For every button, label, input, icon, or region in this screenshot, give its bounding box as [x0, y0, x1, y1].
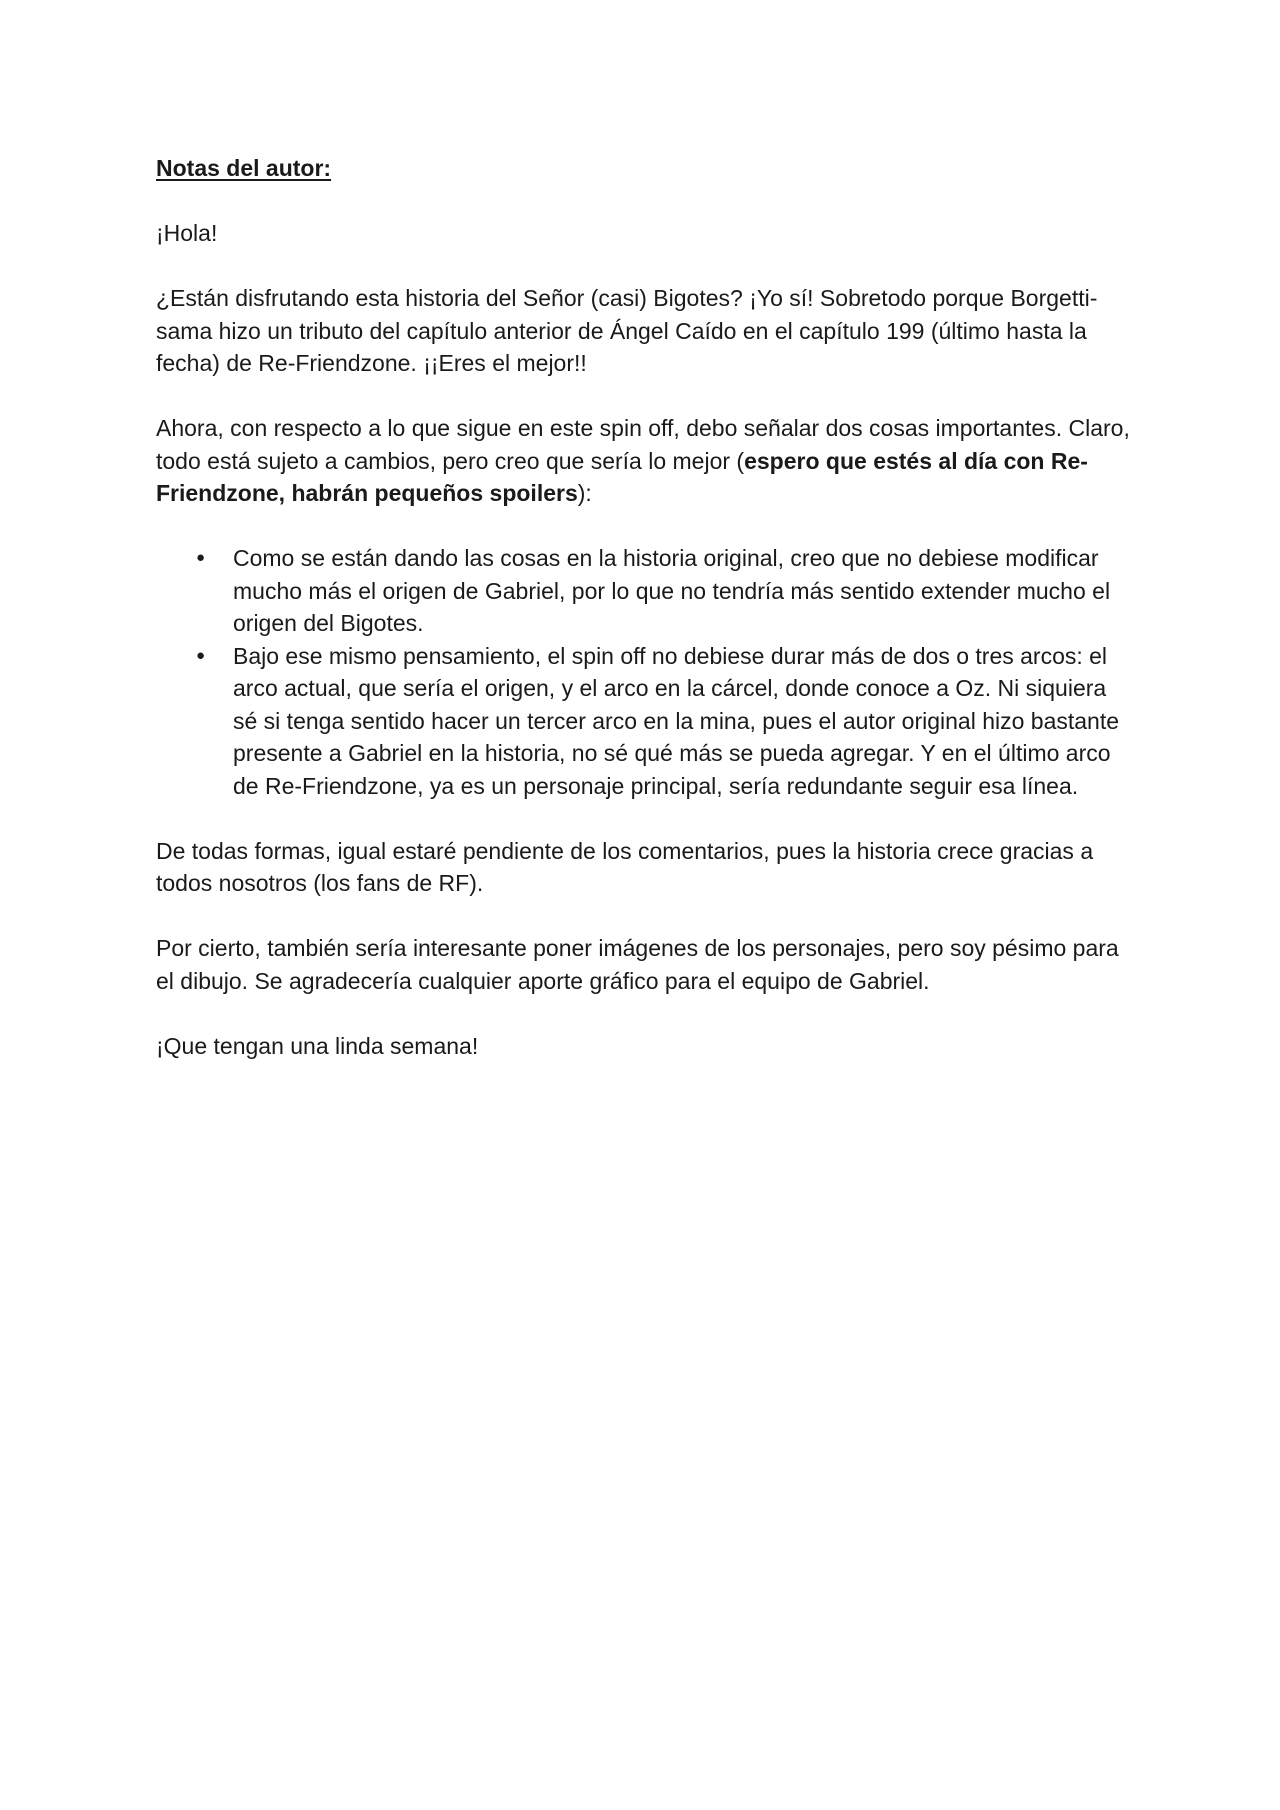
intro-paragraph: ¿Están disfrutando esta historia del Señor (casi) Bigotes? ¡Yo sí! Sobretodo porque Borgetti-sama hizo un tributo del capítulo anterior de Ángel Caído en el capítulo 199 (último hasta la fecha) de Re-Friendzone. ¡¡Eres el mejor!! [156, 285, 1098, 376]
images-paragraph: Por cierto, también sería interesante poner imágenes de los personajes, pero soy pésimo para el dibujo. Se agradecería cualquier aporte gráfico para el equipo de Gabriel. [156, 935, 1119, 994]
document-content [156, 152, 1136, 1095]
comments-paragraph: De todas formas, igual estaré pendiente de los comentarios, pues la historia crece gracias a todos nosotros (los fans de RF). [156, 837, 1094, 896]
list-item-text: Como se están dando las cosas en la historia original, creo que no debiese modificar mucho más el origen de Gabriel, por lo que no tendría más sentido extender mucho el origen del Bigotes. [233, 545, 1111, 636]
closing-text: ¡Que tengan una linda semana! [156, 1032, 479, 1059]
list-item [196, 640, 1136, 803]
list-item-text: Bajo ese mismo pensamiento, el spin off no debiese durar más de dos o tres arcos: el arco actual, que sería el origen, y el arco en la cárcel, donde conoce a Oz. Ni siquiera sé si tenga sentido hacer un tercer arco en la mina, pues el autor original hizo bastante presente a Gabriel en la historia, no sé qué más se pueda agregar. Y en el último arco de Re-Friendzone, ya es un personaje principal, sería redundante seguir esa línea. [233, 642, 1120, 799]
bullet-icon: ● [196, 549, 206, 566]
list-item [196, 542, 1136, 640]
notes-heading: Notas del autor: [156, 155, 332, 181]
spin-off-paragraph [156, 412, 1136, 510]
spin-off-text-end: ): [577, 480, 592, 506]
spoiler-warning-bold: espero que estés al día con Re-Friendzone, habrán pequeños spoilers [156, 447, 1088, 506]
greeting-text: ¡Hola! [156, 220, 218, 246]
bullet-icon: ● [196, 646, 206, 664]
bullet-list [156, 542, 1136, 802]
spin-off-text-start: Ahora, con respecto a lo que sigue en este spin off, debo señalar dos cosas importantes. Claro, todo está sujeto a cambios, pero creo que sería lo mejor ( [156, 415, 1130, 474]
